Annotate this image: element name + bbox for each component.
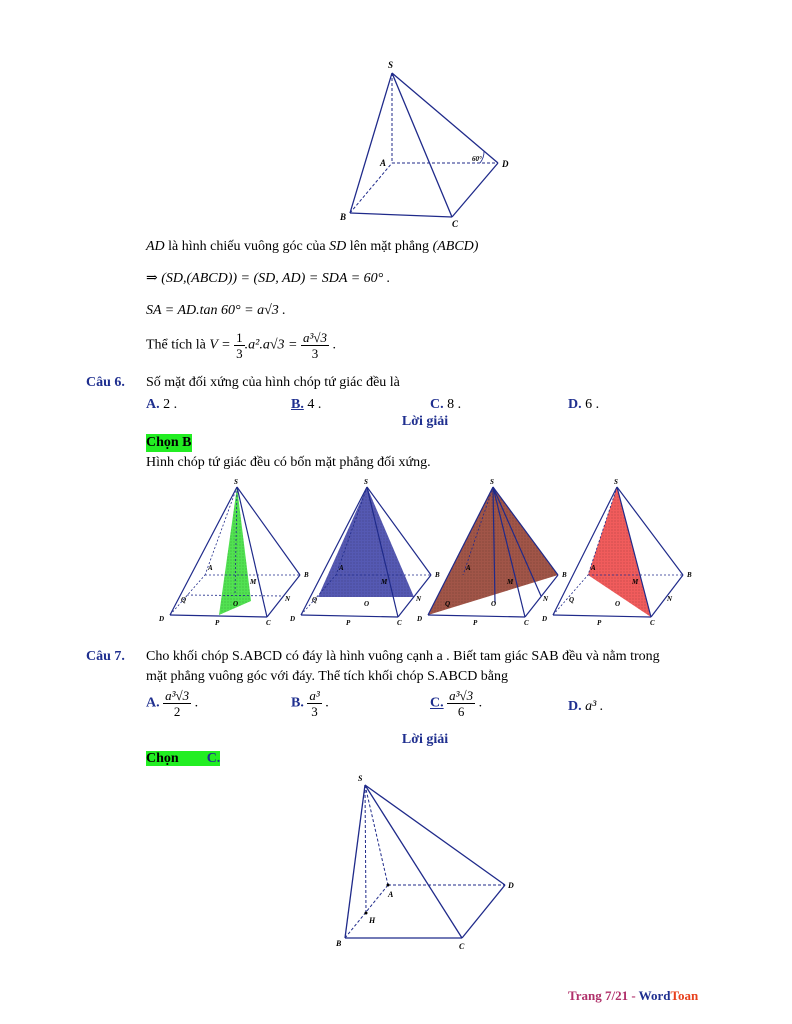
- q6-explanation: Hình chóp tứ giác đều có bốn mặt phẳng đối xứng.: [146, 455, 431, 470]
- q6-option-c[interactable]: C. 8 .: [430, 397, 462, 412]
- q7-option-b[interactable]: B. $\frac{\text{a³}}{3}$ .: [291, 688, 329, 719]
- q7-solution-title: Lời giải: [401, 732, 449, 747]
- question-6-label: Câu 6.: [86, 375, 125, 390]
- p1-D: D: [159, 615, 165, 623]
- p2-O: O: [364, 600, 370, 608]
- f3-label-H: H: [369, 916, 376, 925]
- p1-N: N: [285, 595, 291, 603]
- label-B: B: [340, 212, 347, 222]
- solution-line-4: Thể tích là V = $\frac{1}{3}$ .a².a√3 = $\frac{\text{a³√3}}{3}$ .: [146, 330, 336, 361]
- p2-C: C: [397, 619, 402, 627]
- brand-word: Word: [638, 988, 671, 1003]
- f3-label-C: C: [459, 942, 465, 951]
- q6-option-d[interactable]: D. 6 .: [568, 397, 600, 412]
- label-S: S: [388, 60, 394, 70]
- question-7-label: Câu 7.: [86, 649, 125, 664]
- p3-P: P: [473, 619, 478, 627]
- p1-Q: Q: [181, 596, 187, 604]
- p1-B: B: [304, 571, 309, 579]
- p3-A: A: [466, 564, 471, 572]
- question-7-text-line-1: Cho khối chóp S.ABCD có đáy là hình vuông cạnh a . Biết tam giác SAB đều và nằm trong: [146, 649, 660, 664]
- p2-M: M: [381, 578, 388, 586]
- p3-M: M: [507, 578, 514, 586]
- p2-N: N: [416, 595, 422, 603]
- p4-D: D: [542, 615, 548, 623]
- p4-P: P: [597, 619, 602, 627]
- p1-C: C: [266, 619, 271, 627]
- p4-S: S: [614, 478, 618, 486]
- pyramid-figure-3: [330, 770, 520, 955]
- solution-line-1: AD là hình chiếu vuông góc của SD lên mặt phẳng (ABCD): [146, 239, 479, 254]
- p4-M: M: [632, 578, 639, 586]
- q7-option-d[interactable]: D. a³ .: [568, 699, 604, 714]
- p4-N: N: [667, 595, 673, 603]
- question-7-text-line-2: mặt phẳng vuông góc với đáy. Thể tích khối chóp S.ABCD bằng: [146, 669, 509, 684]
- p2-Q: Q: [312, 596, 318, 604]
- p2-P: P: [346, 619, 351, 627]
- p3-B: B: [562, 571, 567, 579]
- q6-solution-title: Lời giải: [401, 414, 449, 429]
- question-6-text: Số mặt đối xứng của hình chóp tứ giác đều là: [146, 375, 400, 390]
- p3-O: O: [491, 600, 497, 608]
- q6-option-b[interactable]: B. 4 .: [291, 397, 322, 412]
- p3-Q: Q: [445, 600, 451, 608]
- pyramid-2: [289, 478, 440, 627]
- label-C: C: [452, 219, 459, 229]
- p2-S: S: [364, 478, 368, 486]
- label-angle: 60°: [472, 155, 482, 163]
- q7-choose: Chọn C.: [146, 751, 221, 766]
- pyramid-1: [158, 478, 309, 627]
- p3-D: D: [417, 615, 423, 623]
- page-number: Trang 7/21 -: [568, 988, 639, 1003]
- p4-Q: Q: [569, 596, 575, 604]
- p2-A: A: [339, 564, 344, 572]
- f3-label-D: D: [508, 881, 514, 890]
- p2-D: D: [290, 615, 296, 623]
- q7-option-c[interactable]: C. $\frac{\text{a³√3}}{6}$ .: [430, 688, 483, 719]
- p4-A: A: [591, 564, 596, 572]
- f3-label-B: B: [336, 939, 342, 948]
- p3-S: S: [490, 478, 494, 486]
- label-A: A: [380, 158, 387, 168]
- p1-O: O: [233, 600, 239, 608]
- p3-N: N: [543, 595, 549, 603]
- f3-label-S: S: [358, 774, 363, 783]
- pyramid-figure-1: [330, 55, 520, 230]
- p4-C: C: [650, 619, 655, 627]
- label-D: D: [502, 159, 509, 169]
- p1-S: S: [234, 478, 238, 486]
- q7-option-a[interactable]: A. $\frac{\text{a³√3}}{2}$ .: [146, 688, 199, 719]
- brand-toan: Toan: [670, 988, 699, 1003]
- p4-B: B: [687, 571, 692, 579]
- solution-line-3: SA = AD.tan 60° = a√3 .: [146, 303, 286, 318]
- solution-line-2: ⇒ (SD,(ABCD)) = (SD, AD) = SDA = 60° .: [146, 271, 391, 286]
- p2-B: B: [435, 571, 440, 579]
- p1-A: A: [208, 564, 213, 572]
- page-footer: [568, 988, 698, 1004]
- p3-C: C: [524, 619, 529, 627]
- pyramid-4: [541, 478, 692, 627]
- p4-O: O: [615, 600, 621, 608]
- q6-choose: Chọn B: [146, 435, 192, 450]
- pyramid-3: [416, 478, 567, 627]
- symmetry-pyramids: [155, 475, 700, 630]
- f3-label-A: A: [388, 890, 394, 899]
- p1-P: P: [215, 619, 220, 627]
- p1-M: M: [250, 578, 257, 586]
- q6-option-a[interactable]: A. 2 .: [146, 397, 178, 412]
